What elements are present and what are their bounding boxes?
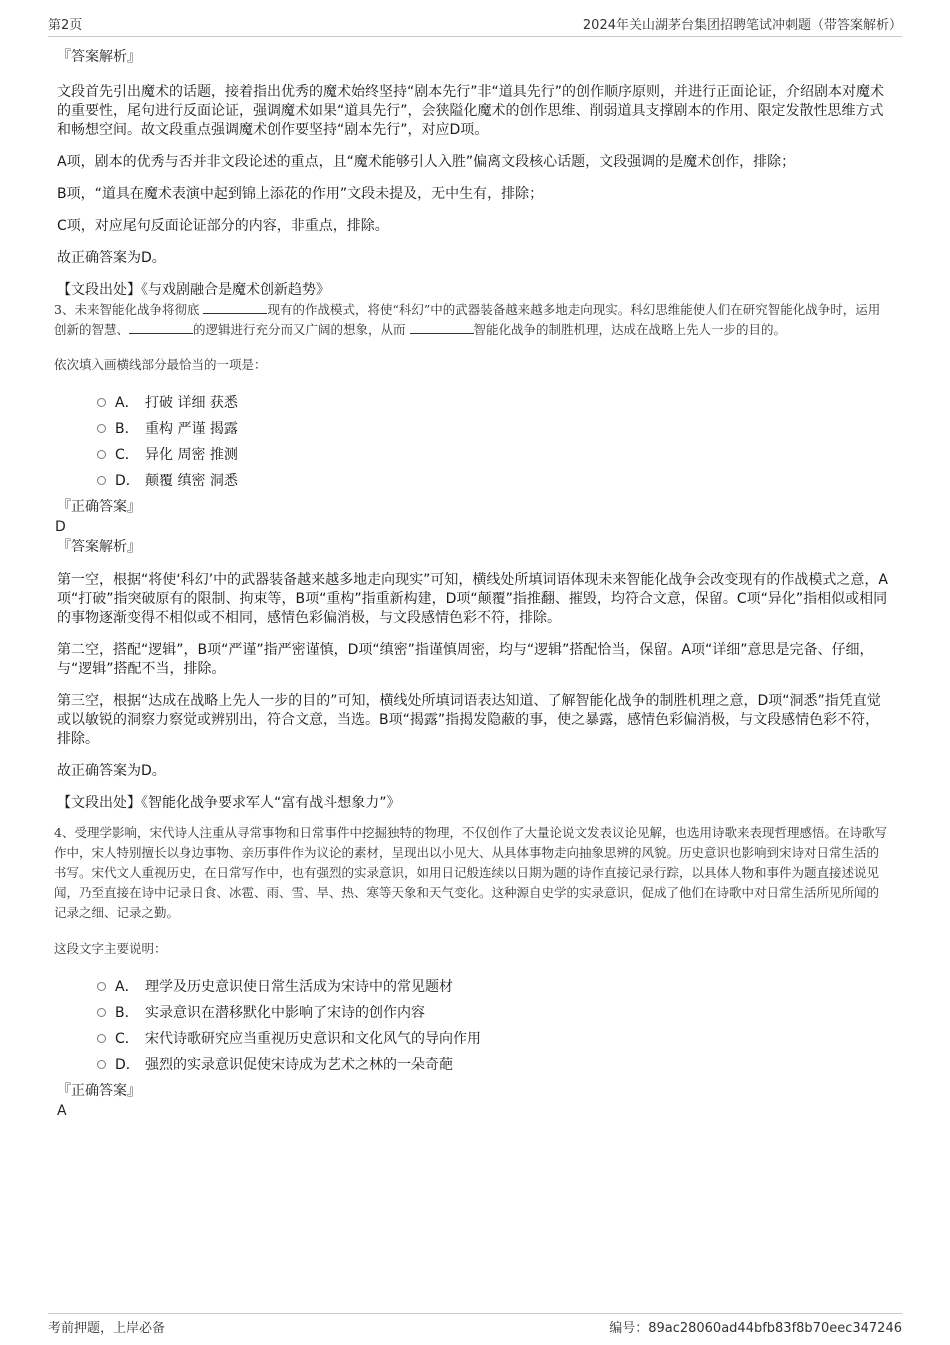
radio-icon[interactable]	[97, 1008, 106, 1017]
option-c[interactable]: C． 宋代诗歌研究应当重视历史意识和文化风气的导向作用	[97, 1025, 890, 1051]
correct-answer-label: 『正确答案』	[57, 1083, 141, 1099]
blank-line	[129, 321, 193, 334]
blank-line	[410, 321, 474, 334]
analysis-paragraph: B项，“道具在魔术表演中起到锦上添花的作用”文段未提及，无中生有，排除；	[57, 186, 544, 202]
question-4-options	[57, 973, 890, 1077]
correct-answer: D	[55, 519, 66, 535]
radio-icon[interactable]	[97, 424, 106, 433]
page-header	[48, 14, 902, 37]
radio-icon[interactable]	[97, 398, 106, 407]
document-title: 2024年关山湖茅台集团招聘笔试冲刺题（带答案解析）	[582, 18, 902, 33]
correct-answer: A	[57, 1103, 67, 1119]
option-a[interactable]: A． 打破 详细 获悉	[97, 389, 890, 415]
option-a[interactable]: A． 理学及历史意识使日常生活成为宋诗中的常见题材	[97, 973, 890, 999]
radio-icon[interactable]	[97, 450, 106, 459]
source-citation: 【文段出处】《与戏剧融合是魔术创新趋势》	[57, 282, 330, 298]
analysis-paragraph: 文段首先引出魔术的话题，接着指出优秀的魔术始终坚持“剧本先行”非“道具先行”的创作顺序原则，并进行正面论证，介绍剧本对魔术的重要性，尾句进行反面论证，强调魔术如果“道具先行”，会狭隘化魔术的创作思维、削弱道具支撑剧本的作用、限定发散性思维方式和畅想空间。故文段重点强调魔术创作要坚持“剧本先行”，对应D项。	[57, 84, 885, 138]
page-number: 第2页	[48, 18, 83, 33]
option-d[interactable]: D． 颠覆 缜密 洞悉	[97, 467, 890, 493]
document-code: 编号：89ac28060ad44bfb83f8b70eec347246	[609, 1321, 902, 1336]
analysis-paragraph: 故正确答案为D。	[57, 763, 166, 779]
question-3-prompt: 依次填入画横线部分最恰当的一项是：	[54, 357, 267, 372]
analysis-paragraph: 第一空，根据“将使‘科幻’中的武器装备越来越多地走向现实”可知，横线处所填词语体现未来智能化战争会改变现有的作战模式之意，A项“打破”指突破原有的限制、拘束等，B项“重构”指重新构建，D项“颠覆”指推翻、摧毁，均符合文意，保留。C项“异化”指相似或相同的事物逐渐变得不相似或不相同，感情色彩偏消极，与文段感情色彩不符，排除。	[57, 572, 888, 626]
question-3-options	[57, 389, 890, 493]
option-b[interactable]: B． 重构 严谨 揭露	[97, 415, 890, 441]
footer-slogan: 考前押题，上岸必备	[48, 1321, 166, 1336]
radio-icon[interactable]	[97, 1034, 106, 1043]
radio-icon[interactable]	[97, 476, 106, 485]
page-content	[54, 44, 890, 1121]
option-c[interactable]: C． 异化 周密 推测	[97, 441, 890, 467]
radio-icon[interactable]	[97, 982, 106, 991]
radio-icon[interactable]	[97, 1060, 106, 1069]
question-4-stem: 4、受理学影响，宋代诗人注重从寻常事物和日常事件中挖掘独特的物理，不仅创作了大量论说文发表议论见解，也选用诗歌来表现哲理感悟。在诗歌写作中，宋人特别擅长以身边事物、亲历事件作为议论的素材，呈现出以小见大、从具体事物走向抽象思辨的风貌。历史意识也影响到宋诗对日常生活的书写。宋代文人重视历史，在日常写作中，也有强烈的实录意识，如用日记般连续以日期为题的诗作直接记录行踪，以具体人物和事件为题直接述说见闻，乃至直接在诗中记录日食、冰雹、雨、雪、旱、热、寒等天象和天气变化。这种源自史学的实录意识，促成了他们在诗歌中对日常生活所见所闻的记录之细、记录之勤。	[54, 825, 887, 920]
analysis-paragraph: C项，对应尾句反面论证部分的内容，非重点，排除。	[57, 218, 389, 234]
correct-answer-label: 『正确答案』	[57, 499, 141, 515]
blank-line	[203, 301, 267, 314]
analysis-paragraph: 第二空，搭配“逻辑”，B项“严谨”指严密谨慎，D项“缜密”指谨慎周密，均与“逻辑”搭配恰当，保留。A项“详细”意思是完备、仔细，与“逻辑”搭配不当，排除。	[57, 642, 874, 677]
option-b[interactable]: B． 实录意识在潜移默化中影响了宋诗的创作内容	[97, 999, 890, 1025]
question-3-stem: 3、未来智能化战争将彻底 现有的作战模式，将使“科幻”中的武器装备越来越多地走向现实。科幻思维能使人们在研究智能化战争时，运用创新的智慧、 的逻辑进行充分而又广阔的想象，从而 智能化战争的制胜机理，达成在战略上先人一步的目的。	[54, 302, 881, 337]
source-citation: 【文段出处】《智能化战争要求军人“富有战斗想象力”》	[57, 795, 401, 811]
analysis-paragraph: A项，剧本的优秀与否并非文段论述的重点，且“魔术能够引人入胜”偏离文段核心话题，文段强调的是魔术创作，排除；	[57, 154, 796, 170]
question-4-prompt: 这段文字主要说明：	[54, 941, 167, 956]
analysis-paragraph: 故正确答案为D。	[57, 250, 166, 266]
option-d[interactable]: D． 强烈的实录意识促使宋诗成为艺术之林的一朵奇葩	[97, 1051, 890, 1077]
analysis-paragraph: 第三空，根据“达成在战略上先人一步的目的”可知，横线处所填词语表达知道、了解智能化战争的制胜机理之意，D项“洞悉”指凭直觉或以敏锐的洞察力察觉或辨别出，符合文意，当选。B项“揭露”指揭发隐蔽的事，使之暴露，感情色彩偏消极，与文段感情色彩不符，排除。	[57, 693, 881, 747]
analysis-label: 『答案解析』	[57, 539, 141, 555]
analysis-label: 『答案解析』	[57, 49, 141, 65]
page-footer	[48, 1313, 902, 1336]
